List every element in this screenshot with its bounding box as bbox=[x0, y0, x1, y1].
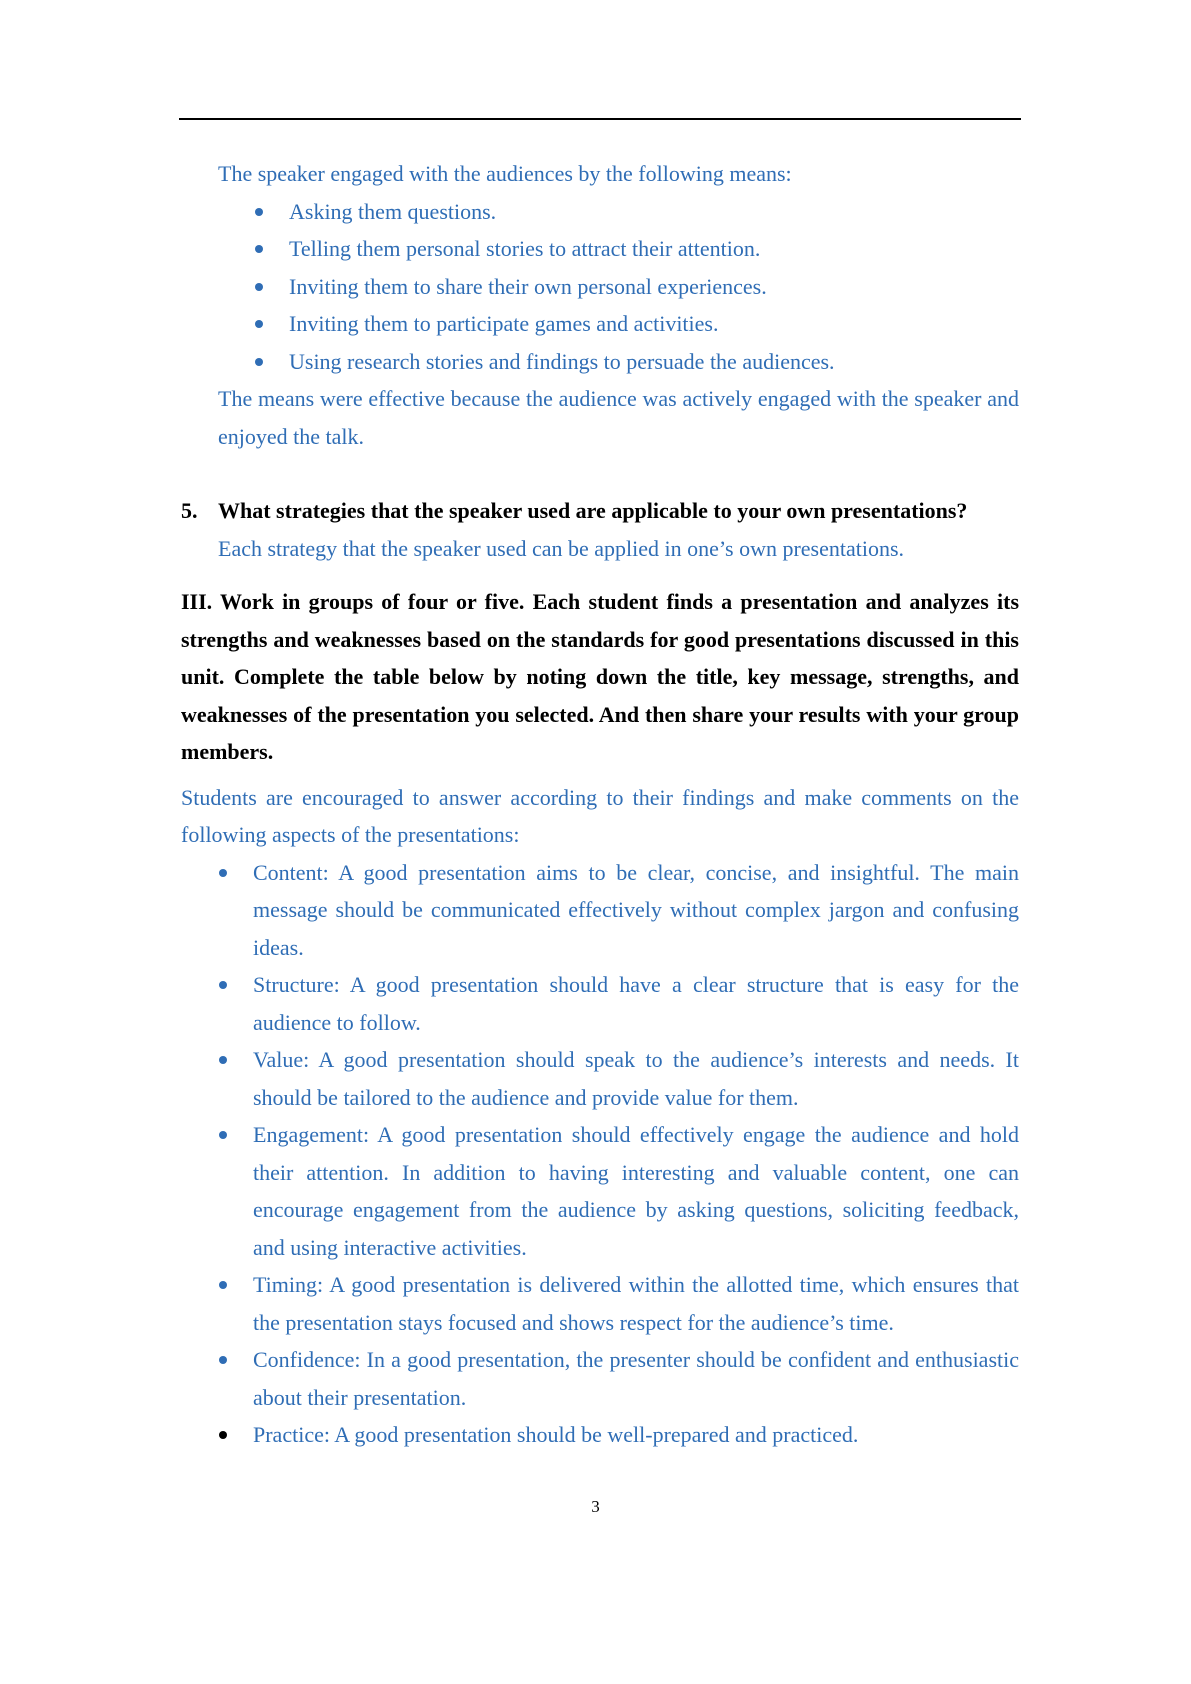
question-text: What strategies that the speaker used are applicable to your own presentations? bbox=[218, 498, 968, 523]
list-item: Timing: A good presentation is delivered within the allotted time, which ensures that the presentation stays focused and shows respect for the audience’s time. bbox=[181, 1266, 1019, 1341]
question-5 bbox=[181, 492, 1019, 567]
list-item: Telling them personal stories to attract their attention. bbox=[181, 230, 1019, 268]
page-content bbox=[181, 155, 1019, 1454]
list-item: Inviting them to share their own personal experiences. bbox=[181, 268, 1019, 306]
aspects-list bbox=[181, 854, 1019, 1454]
section-3-intro: Students are encouraged to answer according to their findings and make comments on the following aspects of the presentations: bbox=[181, 784, 1019, 847]
page-number: 3 bbox=[591, 1497, 600, 1516]
section-3-instruction: III. Work in groups of four or five. Each student finds a presentation and analyzes its strengths and weaknesses based on the standards for good presentations discussed in this unit. Complete the table below by noting down the title, key message, strengths, and weaknesses of the presentation you selected. And then share your results with your group members. bbox=[181, 589, 1019, 764]
header-rule bbox=[179, 118, 1021, 120]
means-intro: The speaker engaged with the audiences by the following means: bbox=[218, 161, 792, 186]
list-item: Inviting them to participate games and activities. bbox=[181, 305, 1019, 343]
list-item: Content: A good presentation aims to be clear, concise, and insightful. The main message should be communicated effectively without complex jargon and confusing ideas. bbox=[181, 854, 1019, 967]
question-answer: Each strategy that the speaker used can be applied in one’s own presentations. bbox=[218, 535, 905, 561]
means-list bbox=[181, 193, 1019, 381]
list-item: Value: A good presentation should speak to the audience’s interests and needs. It should be tailored to the audience and provide value for them. bbox=[181, 1041, 1019, 1116]
list-item: Structure: A good presentation should have a clear structure that is easy for the audience to follow. bbox=[181, 966, 1019, 1041]
list-item: Engagement: A good presentation should effectively engage the audience and hold their attention. In addition to having interesting and valuable content, one can encourage engagement from the audience by asking questions, soliciting feedback, and using interactive activities. bbox=[181, 1116, 1019, 1266]
list-item: Asking them questions. bbox=[181, 193, 1019, 231]
list-item: Using research stories and findings to persuade the audiences. bbox=[181, 343, 1019, 381]
list-item: Practice: A good presentation should be well-prepared and practiced. bbox=[181, 1416, 1019, 1454]
list-item: Confidence: In a good presentation, the presenter should be confident and enthusiastic about their presentation. bbox=[181, 1341, 1019, 1416]
means-conclusion: The means were effective because the audience was actively engaged with the speaker and enjoyed the talk. bbox=[218, 386, 1019, 449]
question-number: 5. bbox=[181, 498, 198, 523]
